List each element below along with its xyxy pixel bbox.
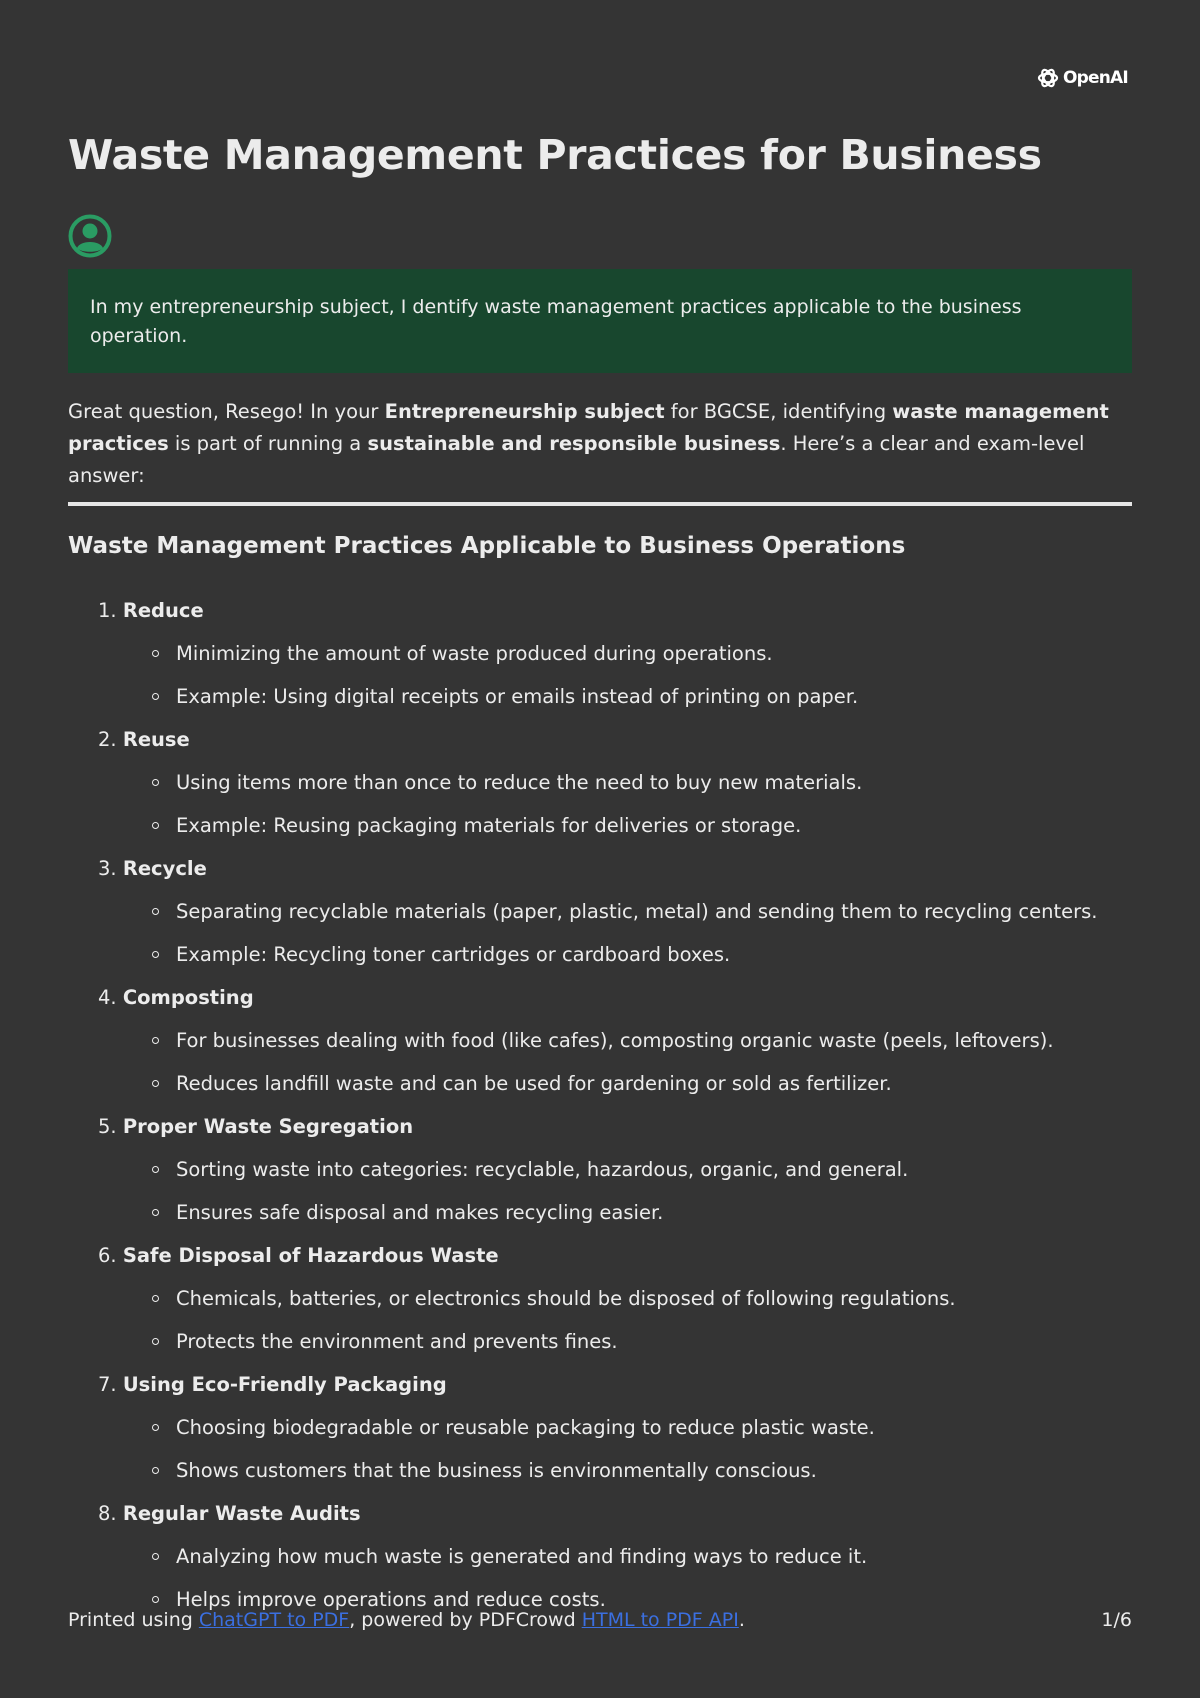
intro-text-4: . Here’s a clear and exam-level answer: (68, 432, 1085, 487)
practice-item (68, 1363, 1148, 1406)
practice-item (68, 847, 1148, 890)
bullet-icon (152, 1338, 159, 1345)
openai-logo (1036, 66, 1128, 90)
intro-bold-2: waste management practices (68, 400, 1109, 455)
practice-title: Proper Waste Segregation (122, 1115, 414, 1138)
practice-point-text: For businesses dealing with food (like cafes), composting organic waste (peels, leftovers). (176, 1029, 1054, 1052)
section-heading: Waste Management Practices Applicable to Business Operations (68, 533, 906, 559)
bullet-icon (152, 1295, 159, 1302)
intro-text-1: Great question, Resego! In your (68, 400, 385, 423)
chatgpt-to-pdf-link[interactable]: ChatGPT to PDF (198, 1609, 350, 1631)
practice-title: Reduce (122, 599, 204, 622)
bullet-icon (152, 779, 159, 786)
bullet-icon (152, 693, 159, 700)
practice-number: 4. (98, 986, 117, 1009)
user-message (68, 269, 1132, 373)
practice-point-text: Minimizing the amount of waste produced during operations. (176, 642, 773, 665)
practice-point-text: Shows customers that the business is environmentally conscious. (176, 1459, 817, 1482)
footer-middle: , powered by PDFCrowd (349, 1609, 582, 1631)
practice-point (68, 1062, 1148, 1105)
bullet-icon (152, 908, 159, 915)
practice-point (68, 675, 1148, 718)
practice-item (68, 589, 1148, 632)
practice-point (68, 933, 1148, 976)
practice-point (68, 761, 1148, 804)
divider (68, 502, 1132, 506)
practice-point-text: Helps improve operations and reduce costs. (176, 1588, 606, 1611)
logo-text: OpenAI (1063, 68, 1128, 88)
intro-bold-1: Entrepreneurship subject (384, 400, 665, 423)
bullet-icon (152, 822, 159, 829)
practice-title: Regular Waste Audits (122, 1502, 361, 1525)
practice-point (68, 890, 1148, 933)
practice-point-text: Ensures safe disposal and makes recycling easier. (176, 1201, 664, 1224)
openai-logo-icon (1036, 66, 1060, 90)
intro-text-2: for BGCSE, identifying (664, 400, 893, 423)
practice-point (68, 1277, 1148, 1320)
bullet-icon (152, 1166, 159, 1173)
practice-item (68, 1492, 1148, 1535)
practice-point (68, 1535, 1148, 1578)
practice-point-text: Example: Reusing packaging materials for deliveries or storage. (176, 814, 802, 837)
practice-point (68, 1449, 1148, 1492)
practice-point-text: Example: Recycling toner cartridges or cardboard boxes. (176, 943, 731, 966)
practice-point-text: Analyzing how much waste is generated and finding ways to reduce it. (176, 1545, 868, 1568)
practice-point (68, 1148, 1148, 1191)
practice-title: Recycle (122, 857, 207, 880)
practices-list (68, 589, 1148, 1621)
practice-point (68, 632, 1148, 675)
practice-title: Safe Disposal of Hazardous Waste (122, 1244, 499, 1267)
practice-point-text: Reduces landfill waste and can be used for gardening or sold as fertilizer. (176, 1072, 892, 1095)
intro-text-3: is part of running a (168, 432, 368, 455)
practice-number: 3. (98, 857, 117, 880)
print-footer (68, 1607, 1132, 1633)
practice-number: 1. (98, 599, 117, 622)
page-title: Waste Management Practices for Business (68, 131, 1042, 179)
page-number: 1/6 (1101, 1609, 1132, 1631)
practice-point-text: Protects the environment and prevents fines. (176, 1330, 618, 1353)
practice-point-text: Chemicals, batteries, or electronics should be disposed of following regulations. (176, 1287, 956, 1310)
practice-point-text: Sorting waste into categories: recyclable, hazardous, organic, and general. (176, 1158, 909, 1181)
practice-number: 5. (98, 1115, 117, 1138)
practice-number: 7. (98, 1373, 117, 1396)
bullet-icon (152, 1037, 159, 1044)
intro-bold-3: sustainable and responsible business (367, 432, 781, 455)
practice-point (68, 1191, 1148, 1234)
practice-point-text: Choosing biodegradable or reusable packaging to reduce plastic waste. (176, 1416, 875, 1439)
practice-title: Composting (122, 986, 254, 1009)
bullet-icon (152, 1596, 159, 1603)
footer-prefix: Printed using (68, 1609, 199, 1631)
practice-point-text: Example: Using digital receipts or emails instead of printing on paper. (176, 685, 859, 708)
practice-point-text: Using items more than once to reduce the need to buy new materials. (176, 771, 863, 794)
bullet-icon (152, 1467, 159, 1474)
practice-number: 6. (98, 1244, 117, 1267)
practice-item (68, 976, 1148, 1019)
practice-item (68, 1234, 1148, 1277)
bullet-icon (152, 650, 159, 657)
bullet-icon (152, 1424, 159, 1431)
practice-number: 2. (98, 728, 117, 751)
bullet-icon (152, 1209, 159, 1216)
user-avatar-icon (68, 214, 112, 258)
bullet-icon (152, 951, 159, 958)
practice-point (68, 1019, 1148, 1062)
practice-number: 8. (98, 1502, 117, 1525)
practice-point-text: Separating recyclable materials (paper, plastic, metal) and sending them to recycling centers. (176, 900, 1098, 923)
html-to-pdf-api-link[interactable]: HTML to PDF API (581, 1609, 739, 1631)
practice-item (68, 718, 1148, 761)
bullet-icon (152, 1080, 159, 1087)
practice-point (68, 804, 1148, 847)
practice-point (68, 1406, 1148, 1449)
practice-item (68, 1105, 1148, 1148)
practice-point (68, 1320, 1148, 1363)
assistant-intro (68, 396, 1132, 492)
practice-title: Using Eco-Friendly Packaging (122, 1373, 447, 1396)
user-message-text: In my entrepreneurship subject, I dentify waste management practices applicable to the business operation. (90, 296, 1022, 347)
practice-title: Reuse (122, 728, 190, 751)
bullet-icon (152, 1553, 159, 1560)
footer-suffix: . (738, 1609, 745, 1631)
